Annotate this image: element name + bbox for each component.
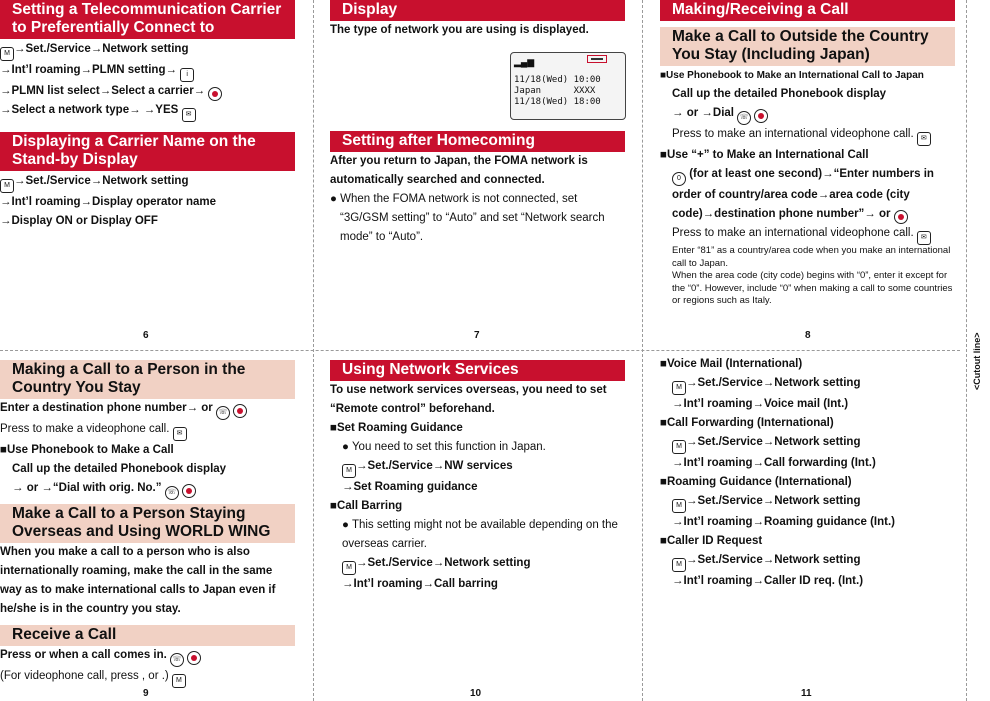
bullet: ● This setting might not be available depending on the overseas carrier. — [342, 519, 618, 550]
homecoming-bullet: ● When the FOMA network is not connected, set “3G/GSM setting” to “Auto” and set “Network search mode” to “Auto”. — [330, 193, 605, 243]
menu-key-icon: M — [672, 558, 686, 572]
step-line: (For videophone call, press , or .) M — [0, 667, 295, 688]
step-line: Press or when a call comes in. ☏ — [0, 646, 295, 667]
step-line: M →Set./Service→Network setting — [0, 172, 295, 193]
zero-key-icon: 0 — [672, 172, 686, 186]
step-line: M →Set./Service→Network setting — [660, 374, 955, 395]
call-key-icon: ☏ — [737, 111, 751, 125]
menu-key-icon: M — [672, 381, 686, 395]
network-intro: To use network services overseas, you need to set “Remote control” beforehand. — [330, 384, 607, 415]
page-10-heading: Using Network Services — [330, 360, 625, 381]
cutout-line — [966, 0, 967, 701]
display-intro: The type of network you are using is displayed. — [330, 24, 589, 36]
section-title: ■Set Roaming Guidance — [330, 422, 463, 434]
step-line: Call up the detailed Phonebook display — [672, 88, 887, 100]
page-8-subheading: Make a Call to Outside the Country You Stay (Including Japan) — [660, 27, 955, 66]
page-8 — [660, 0, 955, 308]
mail-key-icon: ✉ — [182, 108, 196, 122]
menu-key-icon: M — [0, 47, 14, 61]
step-line: M →Set./Service→Network setting — [330, 554, 625, 575]
signal-icon: ▂▄▆ — [514, 57, 535, 67]
page-7-heading: Display — [330, 0, 625, 21]
send-key-icon — [208, 87, 222, 101]
section-title: ■Call Forwarding (International) — [660, 417, 834, 429]
send-key-icon — [187, 651, 201, 665]
section-title: ■Use “+” to Make an International Call — [660, 149, 869, 161]
send-key-icon — [894, 210, 908, 224]
step-line: →Int’l roaming→Roaming guidance (Int.) — [672, 516, 895, 528]
send-key-icon — [182, 484, 196, 498]
page-11 — [660, 355, 955, 591]
step-line: →Int’l roaming→PLMN setting→ i — [0, 61, 295, 82]
page-number-6: 6 — [143, 330, 149, 341]
mail-key-icon: ✉ — [917, 132, 931, 146]
step-line: →Select a network type→ →YES ✉ — [0, 101, 295, 122]
page-6 — [0, 0, 295, 231]
page-7-lower — [330, 131, 625, 247]
step-line: M →Set./Service→Network setting — [0, 40, 295, 61]
page-10 — [330, 360, 625, 594]
menu-key-icon: M — [172, 674, 186, 688]
section-title: ■Use Phonebook to Make a Call — [0, 444, 174, 456]
page-7-heading-2: Setting after Homecoming — [330, 131, 625, 152]
menu-key-icon: M — [0, 179, 14, 193]
section-title: ■Roaming Guidance (International) — [660, 476, 852, 488]
step-line: M →Set./Service→Network setting — [660, 433, 955, 454]
step-line: → or →“Dial with orig. No.” ☏ — [0, 479, 295, 500]
bullet: ● You need to set this function in Japan. — [342, 441, 546, 453]
page-number-10: 10 — [470, 688, 482, 699]
section-title: ■Voice Mail (International) — [660, 358, 803, 370]
call-key-icon: ☏ — [170, 653, 184, 667]
send-key-icon — [233, 404, 247, 418]
page-number-7: 7 — [474, 330, 480, 341]
mail-key-icon: ✉ — [173, 427, 187, 441]
section-title: ■Use Phonebook to Make an International Call to Japan — [660, 70, 924, 81]
step-line: 0 (for at least one second)→“Enter numbers in order of country/area code→area code (city code)→destination phone number”→ or — [660, 165, 955, 224]
step-line: →Int’l roaming→Voice mail (Int.) — [672, 398, 849, 410]
step-line: → or →Dial ☏ — [660, 104, 955, 125]
note: When the area code (city code) begins with “0”, enter it except for the “0”. However, include “0” when making a call to some countries or regions such as Italy. — [672, 270, 953, 306]
menu-key-icon: M — [672, 499, 686, 513]
page-number-11: 11 — [801, 688, 812, 699]
call-key-icon: ☏ — [216, 406, 230, 420]
menu-key-icon: M — [342, 561, 356, 575]
step-line: M →Set./Service→Network setting — [660, 551, 955, 572]
menu-key-icon: M — [672, 440, 686, 454]
menu-key-icon: M — [342, 464, 356, 478]
send-key-icon — [754, 109, 768, 123]
page-9-heading: Making a Call to a Person in the Country You Stay — [0, 360, 295, 399]
step-line: →Set Roaming guidance — [342, 481, 478, 493]
note: Enter “81” as a country/area code when you make an international call to Japan. — [672, 245, 951, 269]
step-line: Call up the detailed Phonebook display — [12, 463, 227, 475]
step-line: M →Set./Service→Network setting — [660, 492, 955, 513]
step-line: Press to make a videophone call. ✉ — [0, 420, 295, 441]
phone-screen-illustration — [510, 52, 626, 120]
page-9-heading-3: Receive a Call — [0, 625, 295, 646]
page-8-heading: Making/Receiving a Call — [660, 0, 955, 21]
cutout-label: <Cutout line> — [972, 332, 982, 390]
page-9 — [0, 360, 295, 688]
step-line: →Int’l roaming→Call barring — [342, 578, 498, 590]
section-title: ■Caller ID Request — [660, 535, 763, 547]
step-line: →Int’l roaming→Display operator name — [0, 196, 216, 208]
section-title: ■Call Barring — [330, 500, 403, 512]
step-line: M →Set./Service→NW services — [330, 457, 625, 478]
step-line: →PLMN list select→Select a carrier→ — [0, 82, 295, 101]
page-6-heading: Setting a Telecommunication Carrier to Preferentially Connect to — [0, 0, 295, 39]
i-alpha-key-icon: i — [180, 68, 194, 82]
worldwing-text: When you make a call to a person who is also internationally roaming, make the call in the same way as to make international calls to Japan even if he/she is in the country you stay. — [0, 546, 276, 615]
step-line: Enter a destination phone number→ or ☏ — [0, 399, 295, 420]
homecoming-text: After you return to Japan, the FOMA network is automatically searched and connected. — [330, 155, 588, 186]
step-line: →Display ON or Display OFF — [0, 215, 158, 227]
page-9-heading-2: Make a Call to a Person Staying Overseas and Using WORLD WING — [0, 504, 295, 543]
phone-lcd: 11/18(Wed) 10:00 Japan XXXX 11/18(Wed) 18:00 — [514, 75, 601, 107]
page-number-8: 8 — [805, 330, 811, 341]
step-line: →Int’l roaming→Caller ID req. (Int.) — [672, 575, 864, 587]
step-line: Press to make an international videophone call. ✉ — [660, 125, 955, 146]
step-line: →Int’l roaming→Call forwarding (Int.) — [672, 457, 876, 469]
row-divider — [0, 350, 960, 351]
page-7 — [330, 0, 625, 40]
page-number-9: 9 — [143, 688, 149, 699]
call-key-icon: ☏ — [165, 486, 179, 500]
mail-key-icon: ✉ — [917, 231, 931, 245]
network-indicator-icon — [587, 55, 607, 63]
page-6-heading-2: Displaying a Carrier Name on the Stand-by Display — [0, 132, 295, 171]
step-line: Press to make an international videophone call. ✉ — [660, 224, 955, 245]
